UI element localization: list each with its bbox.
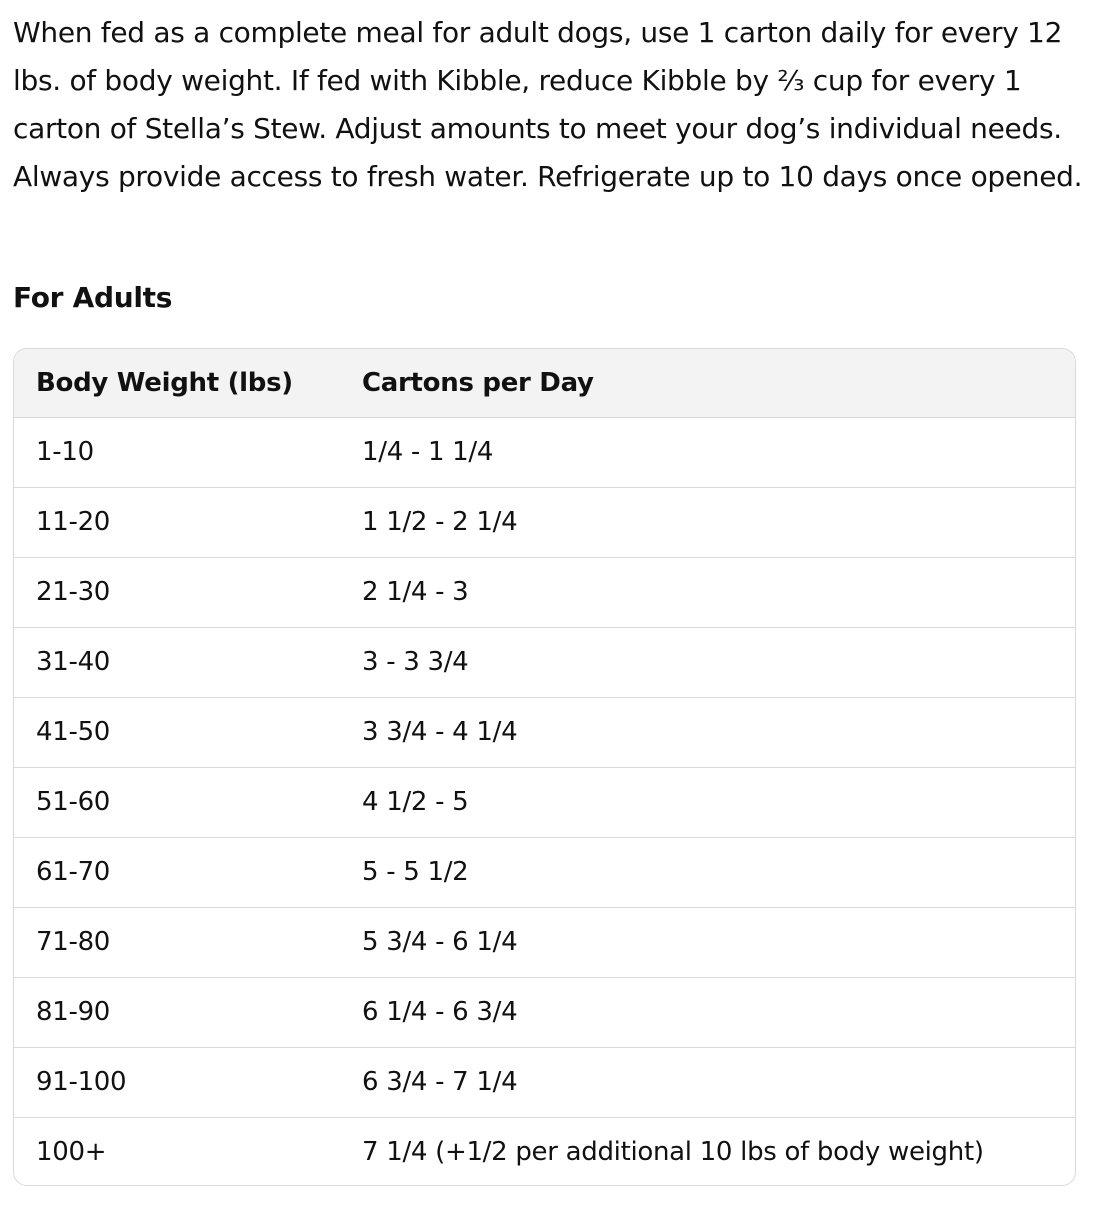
feeding-instructions-paragraph: When fed as a complete meal for adult dogs, use 1 carton daily for every 12 lbs. of body weight. If fed with Kibble, reduce Kibble by ⅔ cup for every 1 carton of Stella’s Stew. Adjust amounts to meet your dog’s individual needs. Always provide access to fresh water. Refrigerate up to 10 days once opened. bbox=[13, 16, 1083, 193]
table-row bbox=[14, 417, 1075, 487]
feeding-table-container bbox=[13, 348, 1076, 1186]
cell-body-weight: 91-100 bbox=[14, 1047, 340, 1117]
cell-cartons-per-day: 2 1/4 - 3 bbox=[340, 557, 1075, 627]
cell-body-weight: 71-80 bbox=[14, 907, 340, 977]
cell-cartons-per-day: 1/4 - 1 1/4 bbox=[340, 417, 1075, 487]
cell-body-weight: 41-50 bbox=[14, 697, 340, 767]
table-row bbox=[14, 487, 1075, 557]
cell-cartons-per-day: 3 3/4 - 4 1/4 bbox=[340, 697, 1075, 767]
table-row bbox=[14, 557, 1075, 627]
header-cartons-per-day: Cartons per Day bbox=[340, 349, 1075, 417]
table-row bbox=[14, 1117, 1075, 1186]
header-body-weight: Body Weight (lbs) bbox=[14, 349, 340, 417]
cell-body-weight: 100+ bbox=[36, 1137, 107, 1168]
cell-body-weight: 11-20 bbox=[14, 487, 340, 557]
table-row bbox=[14, 627, 1075, 697]
table-row bbox=[14, 697, 1075, 767]
cell-body-weight: 31-40 bbox=[14, 627, 340, 697]
cell-cartons-per-day: 5 3/4 - 6 1/4 bbox=[340, 907, 1075, 977]
cell-cartons-per-day: 1 1/2 - 2 1/4 bbox=[340, 487, 1075, 557]
cell-body-weight: 51-60 bbox=[14, 767, 340, 837]
cell-cartons-per-day: 5 - 5 1/2 bbox=[340, 837, 1075, 907]
cell-body-weight: 21-30 bbox=[14, 557, 340, 627]
cell-cartons-per-day: 6 1/4 - 6 3/4 bbox=[340, 977, 1075, 1047]
table-row bbox=[14, 1047, 1075, 1117]
table-row bbox=[14, 977, 1075, 1047]
feeding-table bbox=[14, 349, 1075, 1186]
cell-body-weight: 61-70 bbox=[14, 837, 340, 907]
section-heading-for-adults: For Adults bbox=[13, 281, 173, 314]
cell-body-weight: 81-90 bbox=[14, 977, 340, 1047]
table-row bbox=[14, 837, 1075, 907]
cell-cartons-per-day: 6 3/4 - 7 1/4 bbox=[340, 1047, 1075, 1117]
cell-cartons-per-day: 7 1/4 (+1/2 per additional 10 lbs of body weight) bbox=[362, 1137, 984, 1168]
table-row bbox=[14, 907, 1075, 977]
cell-body-weight: 1-10 bbox=[14, 417, 340, 487]
cell-cartons-per-day: 4 1/2 - 5 bbox=[340, 767, 1075, 837]
table-row bbox=[14, 767, 1075, 837]
table-header-row bbox=[14, 349, 1075, 417]
cell-cartons-per-day: 3 - 3 3/4 bbox=[340, 627, 1075, 697]
